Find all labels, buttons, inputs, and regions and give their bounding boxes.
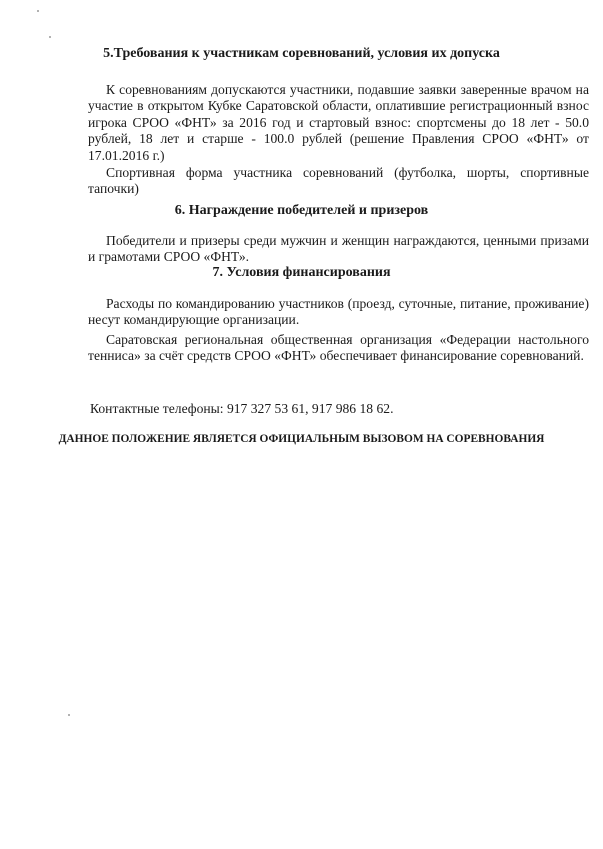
scan-speck <box>49 36 51 38</box>
section-6-paragraph-1: Победители и призеры среди мужчин и женщин награждаются, ценными призами и грамотами СРОО «ФНТ». <box>88 233 589 265</box>
contact-phones: Контактные телефоны: 917 327 53 61, 917 986 18 62. <box>90 401 394 416</box>
official-notice: ДАННОЕ ПОЛОЖЕНИЕ ЯВЛЯЕТСЯ ОФИЦИАЛЬНЫМ ВЫЗОВОМ НА СОРЕВНОВАНИЯ <box>58 433 545 445</box>
scan-speck <box>37 10 39 12</box>
section-5-paragraph-2: Спортивная форма участника соревнований (футболка, шорты, спортивные тапочки) <box>88 165 589 197</box>
section-7-paragraph-2: Саратовская региональная общественная организация «Федерации настольного тенниса» за счёт средств СРОО «ФНТ» обеспечивает финансирование соревнований. <box>88 332 589 364</box>
section-6-heading: 6. Награждение победителей и призеров <box>174 203 429 218</box>
section-7-paragraph-1: Расходы по командированию участников (проезд, суточные, питание, проживание) несут командирующие организации. <box>88 296 589 328</box>
section-5-heading: 5.Требования к участникам соревнований, условия их допуска <box>103 46 500 61</box>
section-5-paragraph-1: К соревнованиям допускаются участники, подавшие заявки заверенные врачом на участие в открытом Кубке Саратовской области, оплатившие регистрационный взнос игрока СРОО «ФНТ» за 2016 год и стартовый взнос: спортсмены до 18 лет - 50.0 рублей, 18 лет и старше - 100.0 рублей (решение Правления СРОО «ФНТ» от 17.01.2016 г.) <box>88 82 589 163</box>
section-7-heading: 7. Условия финансирования <box>212 265 391 280</box>
scan-speck <box>68 714 70 716</box>
